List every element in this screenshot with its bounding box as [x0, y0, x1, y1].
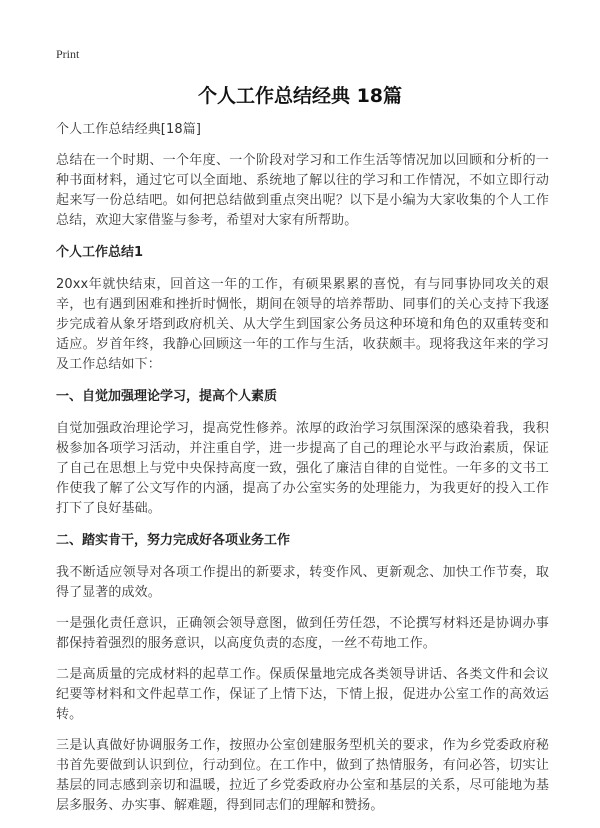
print-label: Print: [56, 47, 80, 61]
work-intro-paragraph: 我不断适应领导对各项工作提出的新要求，转变作风、更新观念、加快工作节奏，取得了显著的成效。: [56, 565, 549, 600]
point-two-paragraph: 二是高质量的完成材料的起草工作。保质保量地完成各类领导讲话、各类文件和会议纪要等材料和文件起草工作，保证了上情下达，下情上报，促进办公室工作的高效运转。: [56, 667, 549, 722]
study-paragraph: 自觉加强政治理论学习，提高党性修养。浓厚的政治学习氛围深深的感染着我，我积极参加各项学习活动，并注重自学，进一步提高了自己的理论水平与政治素质，保证了自己在思想上与党中央保持高度一致，强化了廉洁自律的自觉性。一年多的文书工作使我了解了公文写作的内涵，提高了办公室实务的处理能力，为我更好的投入工作打下了良好基础。: [56, 421, 549, 516]
section-title: 个人工作总结1: [56, 245, 144, 260]
point-three-paragraph: 三是认真做好协调服务工作，按照办公室创建服务型机关的要求，作为乡党委政府秘书首先要做到认识到位，行动到位。在工作中，做到了热情服务，有问必答，切实让基层的同志感到亲切和温暖，拉近了乡党委政府办公室和基层的关系，尽可能地为基层多服务、办实事、解难题，得到同志们的理解和赞扬。: [56, 738, 549, 813]
heading-study: 一、自觉加强理论学习，提高个人素质: [56, 389, 278, 404]
document-body: [56, 120, 549, 827]
document-subtitle: 个人工作总结经典[18篇]: [56, 122, 201, 137]
section-intro-paragraph: 20xx年就快结束，回首这一年的工作，有硕果累累的喜悦，有与同事协同攻关的艰辛，也有遇到困难和挫折时惆怅，期间在领导的培养帮助、同事们的关心支持下我逐步完成着从象牙塔到政府机关、从大学生到国家公务员这种环境和角色的双重转变和适应。岁首年终，我静心回顾这一年的工作与生活，收获颇丰。现将我这年来的学习及工作总结如下：: [56, 277, 549, 372]
point-one-paragraph: 一是强化责任意识，正确领会领导意图，做到任劳任怨，不论撰写材料还是协调办事都保持着强烈的服务意识，以高度负责的态度，一丝不苟地工作。: [56, 616, 549, 651]
heading-work: 二、踏实肯干，努力完成好各项业务工作: [56, 533, 291, 548]
document-title: 个人工作总结经典 18篇: [197, 85, 403, 107]
intro-paragraph: 总结在一个时期、一个年度、一个阶段对学习和工作生活等情况加以回顾和分析的一种书面材料，通过它可以全面地、系统地了解以往的学习和工作情况，不如立即行动起来写一份总结吧。如何把总结做到重点突出呢？以下是小编为大家收集的个人工作总结，欢迎大家借鉴与参考，希望对大家有所帮助。: [56, 153, 549, 228]
